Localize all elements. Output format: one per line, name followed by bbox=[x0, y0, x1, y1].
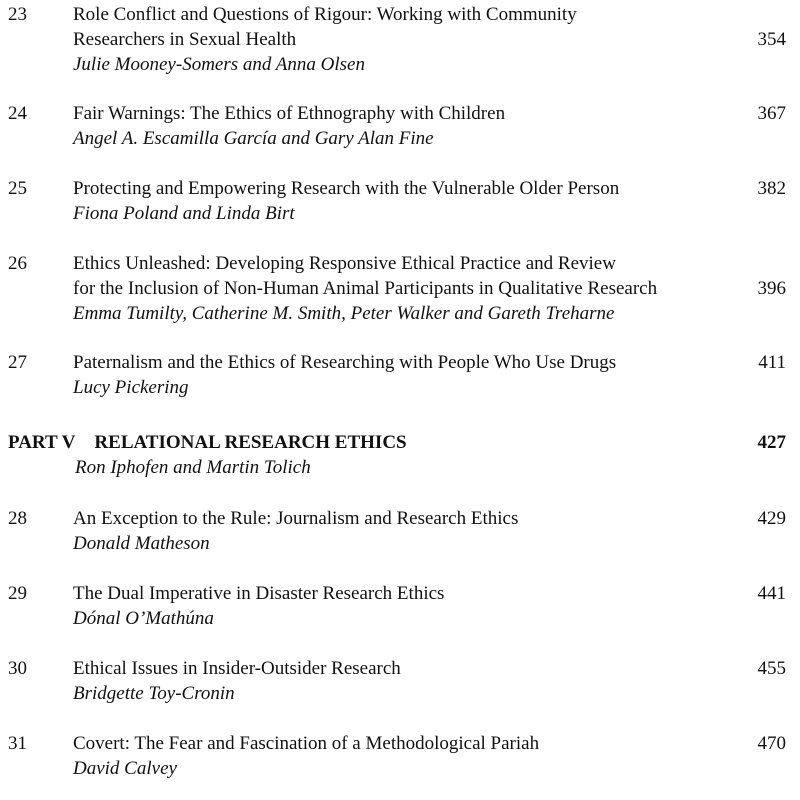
chapter-number: 24 bbox=[8, 103, 27, 124]
page-number: 396 bbox=[757, 278, 786, 299]
chapter-number: 25 bbox=[8, 178, 27, 199]
chapter-text bbox=[73, 350, 723, 400]
chapter-text bbox=[73, 2, 723, 77]
toc-entry bbox=[0, 350, 800, 400]
page-number: 427 bbox=[757, 432, 786, 453]
chapter-authors: Lucy Pickering bbox=[73, 377, 189, 398]
toc-entry bbox=[0, 731, 800, 781]
page-number: 470 bbox=[757, 733, 786, 754]
toc-entry bbox=[0, 581, 800, 631]
toc-entry bbox=[0, 656, 800, 706]
toc-entry bbox=[0, 2, 800, 77]
chapter-number: 31 bbox=[8, 733, 27, 754]
chapter-authors: Dónal O’Mathúna bbox=[73, 608, 214, 629]
toc-entry bbox=[0, 176, 800, 226]
chapter-number: 26 bbox=[8, 253, 27, 274]
toc-entry bbox=[0, 101, 800, 151]
chapter-title-line: An Exception to the Rule: Journalism and Research Ethics bbox=[73, 508, 519, 529]
chapter-title-line: Ethical Issues in Insider-Outsider Research bbox=[73, 658, 401, 679]
chapter-number: 28 bbox=[8, 508, 27, 529]
chapter-title-line: Covert: The Fear and Fascination of a Methodological Pariah bbox=[73, 733, 540, 754]
chapter-text bbox=[73, 731, 723, 781]
chapter-authors: David Calvey bbox=[73, 758, 177, 779]
chapter-authors: Fiona Poland and Linda Birt bbox=[73, 203, 295, 224]
chapter-title-line: Researchers in Sexual Health bbox=[73, 29, 297, 50]
chapter-title-line: Fair Warnings: The Ethics of Ethnography with Children bbox=[73, 103, 506, 124]
chapter-authors: Emma Tumilty, Catherine M. Smith, Peter Walker and Gareth Treharne bbox=[73, 303, 615, 324]
chapter-title-line: Ethics Unleashed: Developing Responsive Ethical Practice and Review bbox=[73, 253, 616, 274]
page-number: 455 bbox=[757, 658, 786, 679]
part-heading bbox=[0, 430, 800, 480]
part-authors: Ron Iphofen and Martin Tolich bbox=[75, 457, 311, 478]
chapter-title-line: The Dual Imperative in Disaster Research Ethics bbox=[73, 583, 445, 604]
chapter-title-line: for the Inclusion of Non-Human Animal Participants in Qualitative Research bbox=[73, 278, 658, 299]
chapter-number: 23 bbox=[8, 4, 27, 25]
chapter-text bbox=[73, 176, 723, 226]
chapter-text bbox=[73, 506, 723, 556]
chapter-authors: Julie Mooney-Somers and Anna Olsen bbox=[73, 54, 365, 75]
chapter-text bbox=[73, 101, 723, 151]
page-number: 354 bbox=[757, 29, 786, 50]
toc-entry bbox=[0, 506, 800, 556]
chapter-authors: Angel A. Escamilla García and Gary Alan Fine bbox=[73, 128, 434, 149]
chapter-number: 29 bbox=[8, 583, 27, 604]
chapter-title-line: Role Conflict and Questions of Rigour: Working with Community bbox=[73, 4, 577, 25]
chapter-number: 27 bbox=[8, 352, 27, 373]
chapter-title-line: Paternalism and the Ethics of Researching with People Who Use Drugs bbox=[73, 352, 617, 373]
toc-entry bbox=[0, 251, 800, 326]
part-title: PART V RELATIONAL RESEARCH ETHICS bbox=[8, 432, 407, 453]
chapter-text bbox=[73, 251, 723, 326]
page-number: 429 bbox=[757, 508, 786, 529]
chapter-authors: Donald Matheson bbox=[73, 533, 210, 554]
page-number: 382 bbox=[757, 178, 786, 199]
page-number: 411 bbox=[758, 352, 786, 373]
chapter-text bbox=[73, 656, 723, 706]
chapter-number: 30 bbox=[8, 658, 27, 679]
chapter-title-line: Protecting and Empowering Research with the Vulnerable Older Person bbox=[73, 178, 620, 199]
chapter-text bbox=[73, 581, 723, 631]
page-number: 441 bbox=[757, 583, 786, 604]
page-number: 367 bbox=[757, 103, 786, 124]
chapter-authors: Bridgette Toy-Cronin bbox=[73, 683, 235, 704]
